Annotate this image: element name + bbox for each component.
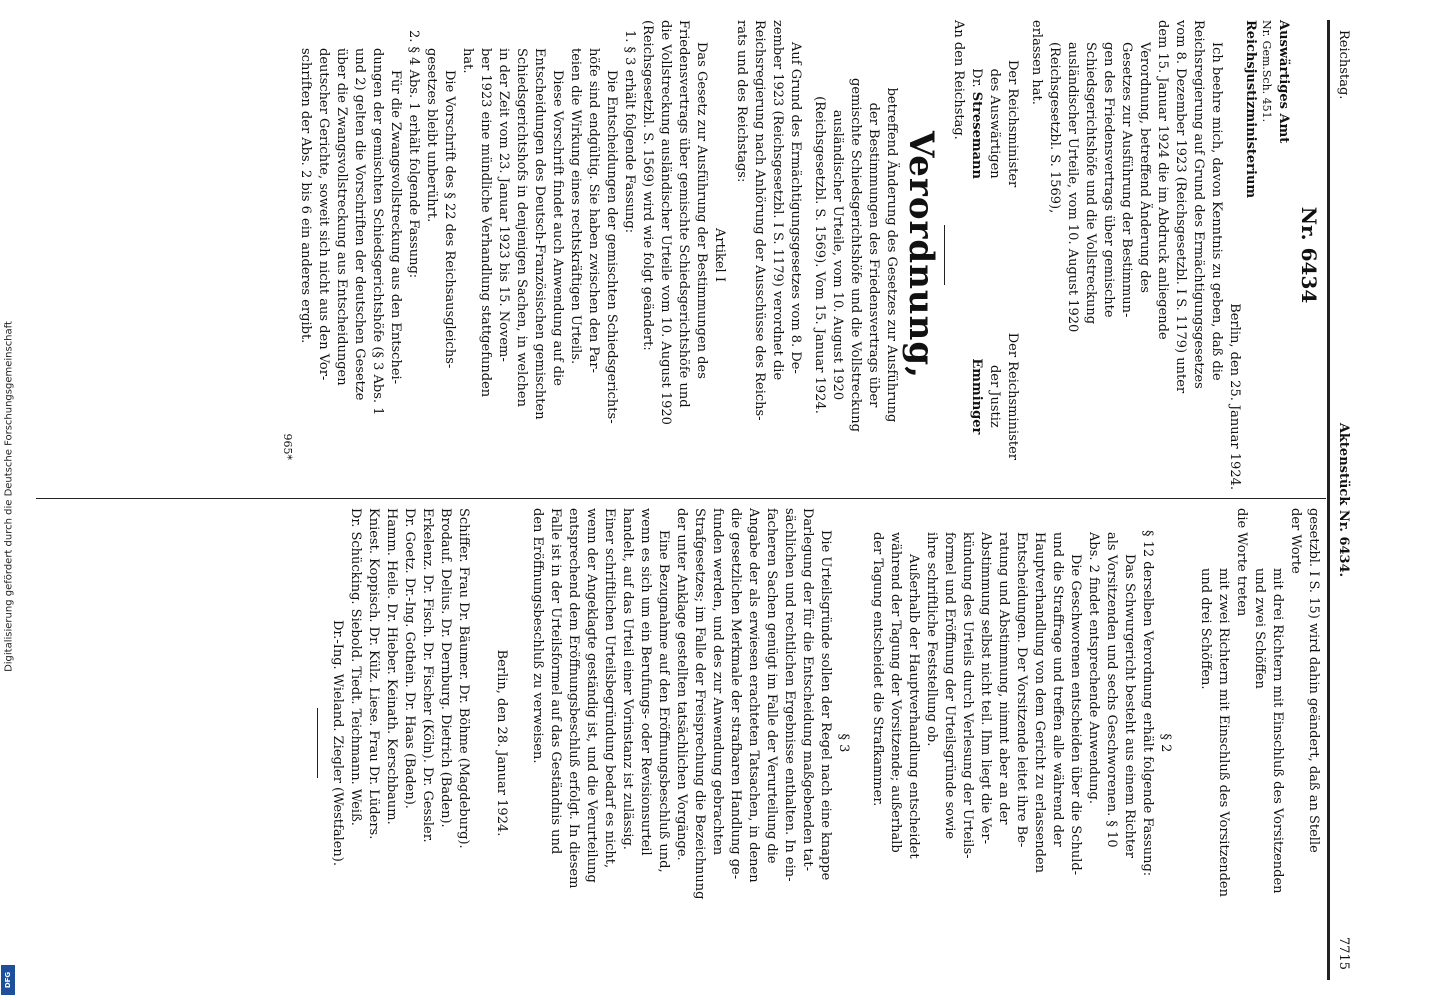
paragraph-2-body [868,508,1138,978]
item-2-body [296,20,404,490]
item-1-line: teien die Wirkung eines rechtskräftigen Urteils. [568,48,583,365]
letter-line: dem 15. Januar 1924 die im Abdruck anliegende [1155,20,1170,340]
item-1-line: in der Zeit vom 23. Januar 1923 bis 15. Novem- [496,48,511,362]
verordnung-subtitle: (Reichsgesetzbl. S. 1569). Vom 15. Januar 1924. [812,96,827,414]
preamble-line: Reichsregierung nach Anhörung der Ausschüsse des Reichs- [752,20,767,421]
funding-note-text: Digitalisierung gefördert durch die Deutsche Forschungsgemeinschaft [3,321,15,672]
quote-2-line: mit zwei Richtern mit Einschluß des Vorsitzenden [1216,568,1231,897]
paragraph-2-line: und die Straffrage und treffen alle während der [1050,532,1065,847]
paragraph-2-line: Außerhalb der Hauptverhandlung entscheidet [906,554,921,859]
item-2-heading: 2. § 4 Abs. 1 erhält folgende Fassung: [406,30,421,279]
signatory-line: Kniest. Koppisch. Dr. Külz. Liese. Frau Dr. Lüders. [366,508,381,840]
paragraph-2-line: Hauptverhandlung von dem Gericht zu erlassenden [1032,532,1047,874]
header-rule [1327,20,1330,980]
signature-justice-minister [967,333,1021,460]
paragraph-3-heading: § 3 [836,733,851,753]
paragraph-2-intro: § 12 derselben Verordnung erhält folgende Fassung: [1140,530,1155,877]
signatory-line: Dr. Schücking. Siebold. Tiedt. Teichmann. Weiß. [348,508,363,826]
preamble-line: zember 1923 (Reichsgesetzbl. I S. 1179) verordnet die [770,20,785,381]
item-1-line: Die Entscheidungen der gemischten Schiedsgerichts- [604,70,619,424]
signature-title: der Justiz [987,364,1002,428]
item-2-line: deutscher Gerichte, soweit sich nicht aus den Vor- [316,48,331,381]
intro-line: gesetzbl. I S. 15) wird dahin geändert, daß an Stelle [1306,508,1321,853]
verordnung-subtitle: der Bestimmungen des Friedensvertrags über [866,102,881,408]
letter-closing: erlassen hat. [1029,20,1044,105]
item-2-line: dungen der gemischten Schiedsgerichtshöfe (§ 3 Abs. 1 [370,48,385,416]
signatory-line: Dr. Goetz. Dr.-Ing. Gothein. Dr. Haas (Baden). [402,508,417,809]
item-1-line: Schiedsgerichtshofs in denjenigen Sachen, in welchen [514,48,529,407]
paragraph-3-line: entsprechend dem Eröffnungsbeschluß erfolgt. In diesem [566,508,581,889]
item-1-line: Diese Vorschrift findet auch Anwendung auf die [550,70,565,386]
right-column [317,508,1322,978]
paragraph-3-line: handelt, auf das Urteil einer Vorinstanz ist zulässig. [620,508,635,850]
item-2-line: schriften der Abs. 2 bis 6 ein anderes ergibt. [298,48,313,344]
preamble-line: Auf Grund des Ermächtigungsgesetzes vom 8. De- [788,42,803,374]
item-1-line: hat. [460,48,475,74]
verordnung-subtitle: betreffend Änderung des Gesetzes zur Ausführung [884,87,899,423]
paragraph-3-line: Eine Bezugnahme auf den Eröffnungsbeschluß und, [656,530,671,873]
quote-2-line: und drei Schöffen. [1198,568,1213,690]
signature-block [967,20,1021,490]
sender-reference: Nr. Gem.Sch. 451. [1260,20,1273,123]
signatories [328,508,472,978]
column-divider [36,498,1326,499]
paragraph-2-line: formel und Eröffnung der Urteilsgründe sowie [942,532,957,840]
paragraph-3-line: funden werden, und des zur Anwendung gebrachten [710,508,725,856]
signature-title: des Auswärtigen [987,68,1002,179]
paragraph-2-line: Abs. 2 findet entsprechende Anwendung. [1086,532,1101,804]
paragraph-2-line: kündung des Urteils durch Verlesung der Urteils- [960,532,975,859]
signatory-line: Dr.-Ing. Wieland. Ziegler (Westfalen). [330,619,345,867]
separator [944,225,945,285]
closing-rule [317,708,318,778]
quoted-title-line: (Reichsgesetzbl. S. 1569), [1047,42,1062,214]
paragraph-3-line: Darlegung der für die Entscheidung maßgebenden tat- [800,508,815,872]
signatory-line: Erkelenz. Dr. Fisch. Dr. Fischer (Köln). Dr. Gessler. [420,508,435,843]
paragraph-2-line: Abstimmung selbst nicht teil. Ihm liegt die Ver- [978,532,993,844]
quoted-title-line: gen des Friedensvertrags über gemischte [1101,42,1116,318]
item-1-line: Entscheidungen des Deutsch-Französischen gemischten [532,48,547,420]
left-column [278,20,1322,490]
paragraph-3-line: Die Urteilsgründe sollen der Regel nach eine knappe [818,530,833,881]
sender-justice-ministry: Reichsjustizministerium [1243,20,1258,199]
paragraph-2-line: ihre schriftliche Feststellung ob. [924,532,939,747]
item-1-line: Die Vorschrift des § 22 des Reichsausgleichs- [442,70,457,369]
letter-date: Berlin, den 25. Januar 1924. [1227,303,1242,490]
paragraph-2-line: ratung und Abstimmung, nimmt aber an der [996,532,1011,825]
paragraph-3-line: den Eröffnungsbeschluß zu verweisen. [530,508,545,764]
signatory-line: Brodauf. Delius. Dr. Dernburg. Dietrich (Baden). [438,508,453,828]
paragraph-2-line: während der Tagung der Vorsitzende; außerhalb [888,532,903,853]
document-number: Nr. 6434 [1297,206,1321,304]
header-center: Aktenstück Nr. 6434. [1336,422,1351,578]
signature-name: Emminger [969,358,984,435]
quoted-title-line: Schiedsgerichtshöfe und die Vollstreckung [1083,42,1098,325]
paragraph-3-line: der unter Anklage gestellten tatsächlichen Vorgänge. [674,508,689,861]
artikel-line: (Reichsgesetzbl. S. 1569) wird wie folgt geändert: [640,20,655,351]
item-1-line: ber 1923 eine mündliche Verhandlung stattgefunden [478,48,493,398]
signatory-line: Schiffer. Frau Dr. Bäumer. Dr. Böhme (Magdeburg). [456,508,471,849]
petition-date: Berlin, den 28. Januar 1924. [494,649,509,837]
letter-line: vom 8. Dezember 1923 (Reichsgesetzbl. I S. 1179) unter [1173,20,1188,394]
quoted-title-line: ausländischer Urteile, vom 10. August 1920 [1065,42,1080,333]
paragraph-2-line: Das Schwurgericht besteht aus einem Richter [1122,554,1137,859]
header-left: Reichstag. [1336,30,1351,100]
paragraph-2-line: als Vorsitzenden und sechs Geschworenen. § 10 [1104,532,1119,848]
verordnung-subtitle: gemischte Schiedsgerichtshöfe und die Vollstreckung [848,78,863,432]
paragraph-3-line: die gesetzlichen Merkmale der strafbaren Handlung ge- [728,508,743,880]
signature-foreign-minister [967,60,1021,187]
item-2-line: über die Zwangsvollstreckung aus Entscheidungen [334,48,349,386]
paragraph-3-line: wenn der Angeklagte geständig ist, und die Verurteilung [584,508,599,883]
verordnung-subtitle: ausländischer Urteile, vom 10. August 1920 [830,109,845,401]
addressee: An den Reichstag. [951,20,966,140]
paragraph-3-line: facheren Sachen genügt im Falle der Verurteilung die [764,508,779,864]
intro-line: der Worte [1288,508,1303,574]
item-1-body [422,20,620,490]
paragraph-3-line: wenn es sich um ein Berufungs- oder Revisionsurteil [638,508,653,856]
paragraph-2-heading: § 2 [1158,733,1173,753]
artikel-heading: Artikel I [712,228,727,282]
signature-prefix: Dr. [969,68,984,88]
words-line: die Worte treten [1234,508,1249,617]
footer-number: 965* [281,433,294,460]
quote-1-line: mit drei Richtern mit Einschluß des Vorsitzenden [1270,568,1285,894]
paragraph-3-line: Strafgesetzes; im Falle der Freisprechung die Bezeichnung [692,508,707,900]
item-2-line: Für die Zwangsvollstreckung aus den Entschei- [388,70,403,385]
artikel-line: die Vollstreckung ausländischer Urteile vom 10. August 1920 [658,20,673,425]
page-number: 7715 [1336,936,1351,970]
quoted-title-line: Gesetzes zur Ausführung der Bestimmun- [1119,42,1134,318]
quote-1-line: und zwei Schöffen [1252,568,1267,689]
artikel-line: Friedensvertrags über gemischte Schiedsgerichtshöfe und [676,20,691,408]
item-1-line: gesetzes bleibt unberührt. [424,48,439,223]
paragraph-3-line: Angabe der als erwiesen erachteten Tatsachen, in denen [746,508,761,883]
paragraph-3-line: Einer schriftlichen Urteilsbegründung bedarf es nicht, [602,508,617,869]
item-1-line: höfe sind endgültig. Sie haben zwischen den Par- [586,48,601,373]
artikel-line: Das Gesetz zur Ausführung der Bestimmungen des [694,42,709,379]
signature-title: Der Reichsminister [1005,60,1020,188]
dfg-logo-text: DFG [4,971,12,989]
signature-name: Stresemann [969,91,984,179]
item-2-line: und 2) gelten die Vorschriften der deutschen Gesetze [352,48,367,401]
preamble-line: rats und des Reichstags: [734,20,749,183]
letter-line: Ich beehre mich, davon Kenntnis zu geben, daß die [1209,42,1224,381]
signature-title: Der Reichsminister [1005,332,1020,460]
signatory-line: Hamm. Heile. Dr. Hieber. Keinath. Kerschbaum. [384,508,399,825]
letter-line: Reichsregierung auf Grund des Ermächtigungsgesetzes [1191,20,1206,389]
verordnung-title: Verordnung, [901,131,941,379]
paragraph-2-line: Die Geschworenen entscheiden über die Schuld- [1068,554,1083,876]
paragraph-3-line: sächlichen und rechtlichen Ergebnisse enthalten. In ein- [782,508,797,882]
sender-foreign-office: Auswärtiges Amt [1276,20,1291,144]
paragraph-2-line: Entscheidungen. Der Vorsitzende leitet ihre Be- [1014,532,1029,848]
quoted-title-line: Verordnung, betreffend Änderung des [1137,42,1152,293]
paragraph-2-line: der Tagung entscheidet die Strafkammer. [870,532,885,807]
paragraph-3-line: Falle ist in der Urteilsformel auf das Geständnis und [548,508,563,855]
item-1-heading: 1. § 3 erhält folgende Fassung: [622,30,637,234]
